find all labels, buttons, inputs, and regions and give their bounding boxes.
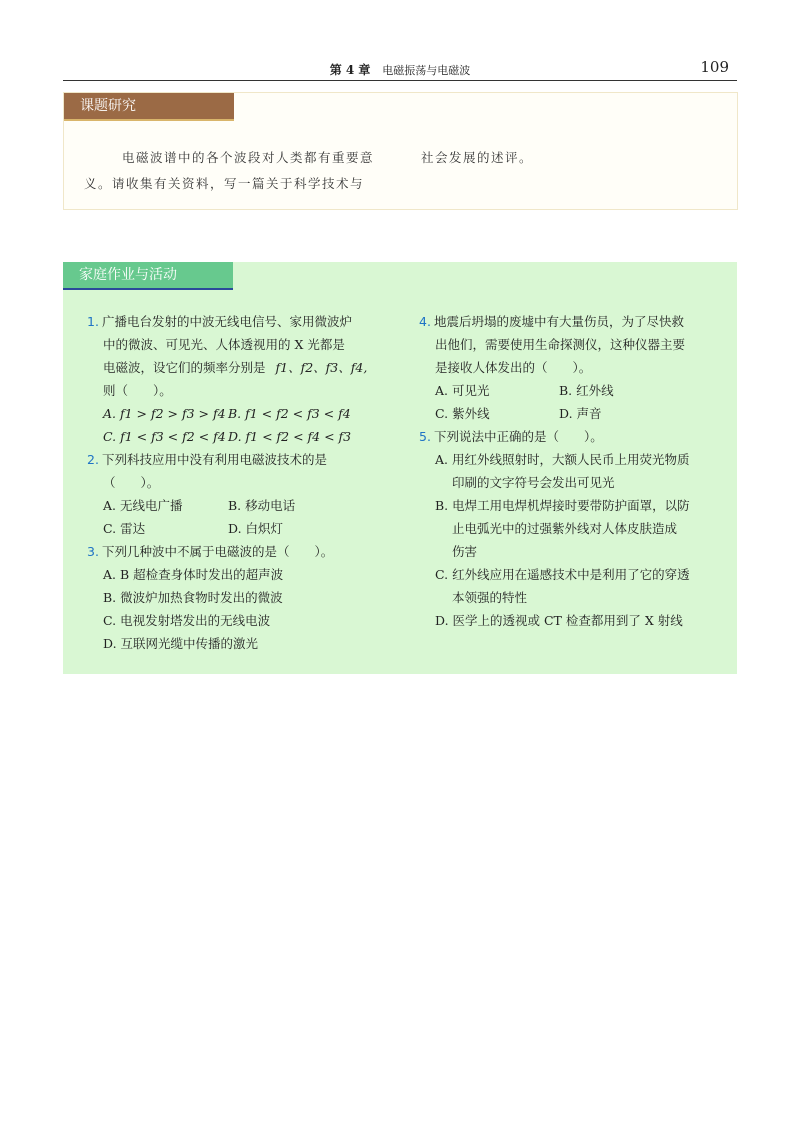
option-d: D. 医学上的透视或 CT 检查都用到了 X 射线 bbox=[435, 613, 683, 628]
question-text: 地震后坍塌的废墟中有大量伤员，为了尽快救 bbox=[433, 314, 684, 329]
question-1 bbox=[87, 310, 352, 333]
question-5 bbox=[419, 425, 603, 448]
option-d: D. 互联网光缆中传播的激光 bbox=[103, 636, 259, 651]
frequency-variables: f1、f2、f3、f4, bbox=[275, 360, 368, 375]
question-3 bbox=[87, 540, 333, 563]
question-4-line-3: 是接收人体发出的（ ）。 bbox=[435, 360, 592, 375]
chapter-heading bbox=[63, 61, 737, 78]
question-1-line-4: 则（ ）。 bbox=[103, 383, 172, 398]
option-b: B. 红外线 bbox=[559, 383, 614, 398]
chapter-label: 第 4 章 bbox=[329, 63, 371, 77]
question-text: 电磁波，设它们的频率分别是 bbox=[103, 360, 266, 375]
option-b: B. 移动电话 bbox=[228, 498, 296, 513]
option-c: C. 电视发射塔发出的无线电波 bbox=[103, 613, 271, 628]
option-c-cont: 本领强的特性 bbox=[452, 590, 528, 605]
research-heading-underline bbox=[64, 119, 234, 121]
question-2-line-2: （ ）。 bbox=[103, 475, 160, 490]
page-header bbox=[63, 58, 737, 80]
homework-section bbox=[63, 262, 737, 674]
research-line-3: 社会发展的述评。 bbox=[421, 150, 534, 165]
question-4 bbox=[419, 310, 684, 333]
option-b-cont-2: 伤害 bbox=[452, 544, 478, 559]
option-c: C. f1 < f3 < f2 < f4 bbox=[103, 429, 226, 444]
question-text: 下列科技应用中没有利用电磁波技术的是 bbox=[101, 452, 327, 467]
research-section bbox=[63, 92, 738, 210]
question-1-line-2: 中的微波、可见光、人体透视用的 X 光都是 bbox=[103, 337, 345, 352]
question-number: 5. bbox=[419, 429, 431, 444]
option-b-cont: 止电弧光中的过强紫外线对人体皮肤造成 bbox=[452, 521, 678, 536]
option-a: A. 可见光 bbox=[435, 383, 490, 398]
option-a-cont: 印刷的文字符号会发出可见光 bbox=[452, 475, 615, 490]
question-text: 下列几种波中不属于电磁波的是（ ）。 bbox=[101, 544, 334, 559]
question-number: 2. bbox=[87, 452, 99, 467]
homework-heading-underline bbox=[63, 288, 233, 290]
question-text: 下列说法中正确的是（ ）。 bbox=[433, 429, 603, 444]
option-a: A. B 超检查身体时发出的超声波 bbox=[103, 567, 284, 582]
chapter-title: 电磁振荡与电磁波 bbox=[382, 64, 471, 77]
question-1-line-3 bbox=[103, 356, 367, 379]
page-number: 109 bbox=[700, 58, 729, 76]
question-4-line-2: 出他们，需要使用生命探测仪，这种仪器主要 bbox=[435, 337, 686, 352]
research-line-2: 义。请收集有关资料，写一篇关于科学技术与 bbox=[84, 176, 365, 191]
option-d: D. f1 < f2 < f4 < f3 bbox=[228, 429, 352, 444]
research-heading: 课题研究 bbox=[64, 93, 234, 119]
option-a: A. 用红外线照射时，大额人民币上用荧光物质 bbox=[435, 452, 690, 467]
option-b: B. 电焊工用电焊机焊接时要带防护面罩，以防 bbox=[435, 498, 690, 513]
option-d: D. 声音 bbox=[559, 406, 602, 421]
question-text: 广播电台发射的中波无线电信号、家用微波炉 bbox=[101, 314, 352, 329]
question-number: 1. bbox=[87, 314, 99, 329]
option-a: A. 无线电广播 bbox=[103, 498, 183, 513]
research-line-1: 电磁波谱中的各个波段对人类都有重要意 bbox=[122, 150, 375, 165]
question-2 bbox=[87, 448, 327, 471]
homework-heading: 家庭作业与活动 bbox=[63, 262, 233, 288]
option-a: A. f1 > f2 > f3 > f4 bbox=[103, 406, 226, 421]
option-c: C. 紫外线 bbox=[435, 406, 490, 421]
question-number: 3. bbox=[87, 544, 99, 559]
option-d: D. 白炽灯 bbox=[228, 521, 284, 536]
option-b: B. 微波炉加热食物时发出的微波 bbox=[103, 590, 283, 605]
option-c: C. 雷达 bbox=[103, 521, 146, 536]
header-rule bbox=[63, 80, 737, 81]
option-b: B. f1 < f2 < f3 < f4 bbox=[228, 406, 351, 421]
question-number: 4. bbox=[419, 314, 431, 329]
option-c: C. 红外线应用在遥感技术中是利用了它的穿透 bbox=[435, 567, 690, 582]
